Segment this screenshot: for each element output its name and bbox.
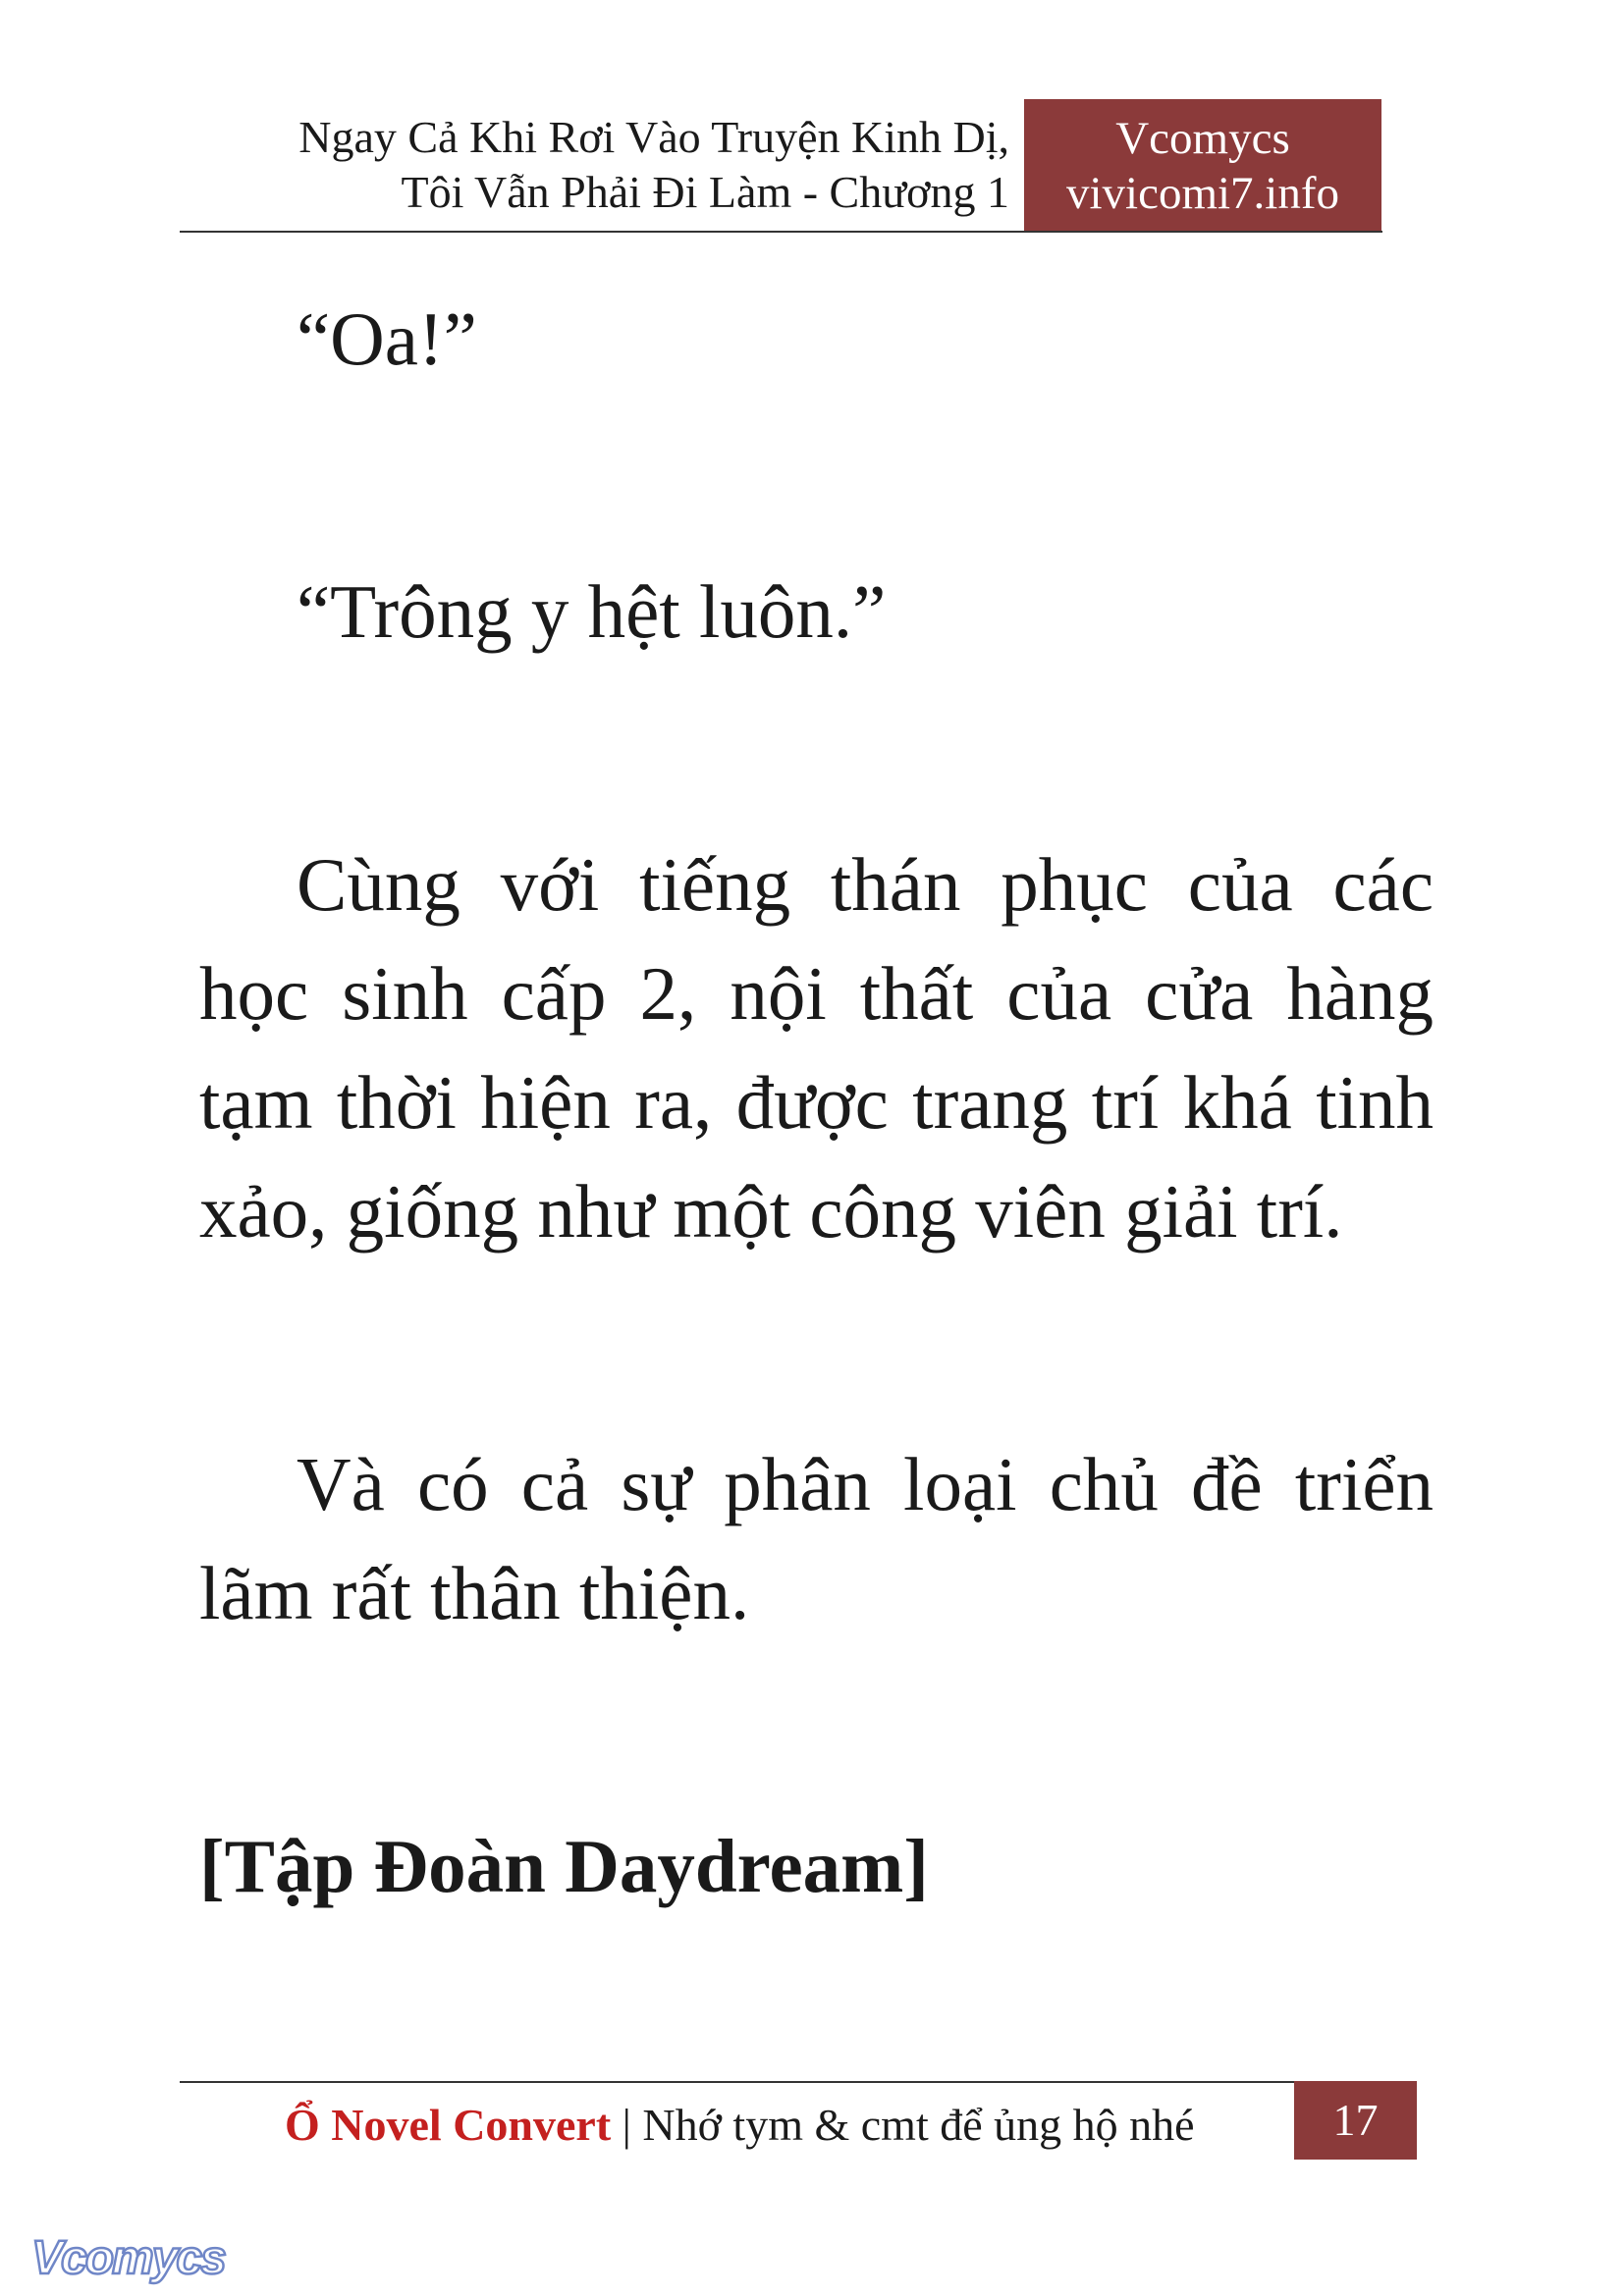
header-badge	[1024, 99, 1381, 232]
watermark-logo	[27, 2228, 263, 2287]
header-title	[147, 110, 1009, 220]
header-badge-name: Vcomycs	[1115, 113, 1290, 164]
footer	[285, 2091, 1195, 2160]
footer-brand: Ổ Novel Convert	[285, 2100, 612, 2150]
paragraph-2: “Trông y hệt luôn.”	[297, 569, 887, 654]
watermark-text: Vcomycs	[31, 2232, 225, 2284]
header-divider	[180, 231, 1382, 233]
section-heading: [Tập Đoàn Daydream]	[199, 1824, 929, 1908]
header-title-line-2: Tôi Vẫn Phải Đi Làm - Chương 1	[401, 167, 1009, 217]
header-badge-site: vivicomi7.info	[1065, 168, 1340, 219]
footer-slogan: Nhớ tym & cmt để ủng hộ nhé	[642, 2100, 1195, 2150]
header-title-line-1: Ngay Cả Khi Rơi Vào Truyện Kinh Dị,	[298, 112, 1009, 162]
watermark-logo-icon	[27, 2228, 263, 2287]
footer-separator: |	[622, 2100, 631, 2150]
paragraph-4: Và có cả sự phân loại chủ đề triển lãm rất thân thiện.	[199, 1442, 1434, 1635]
page-number: 17	[1294, 2081, 1417, 2160]
page-content	[199, 285, 1434, 1921]
paragraph-3: Cùng với tiếng thán phục của các học sinh cấp 2, nội thất của cửa hàng tạm thời hiện ra, được trang trí khá tinh xảo, giống như một công viên giải trí.	[199, 842, 1434, 1254]
footer-divider	[180, 2081, 1382, 2083]
paragraph-1: “Oa!”	[297, 296, 477, 381]
